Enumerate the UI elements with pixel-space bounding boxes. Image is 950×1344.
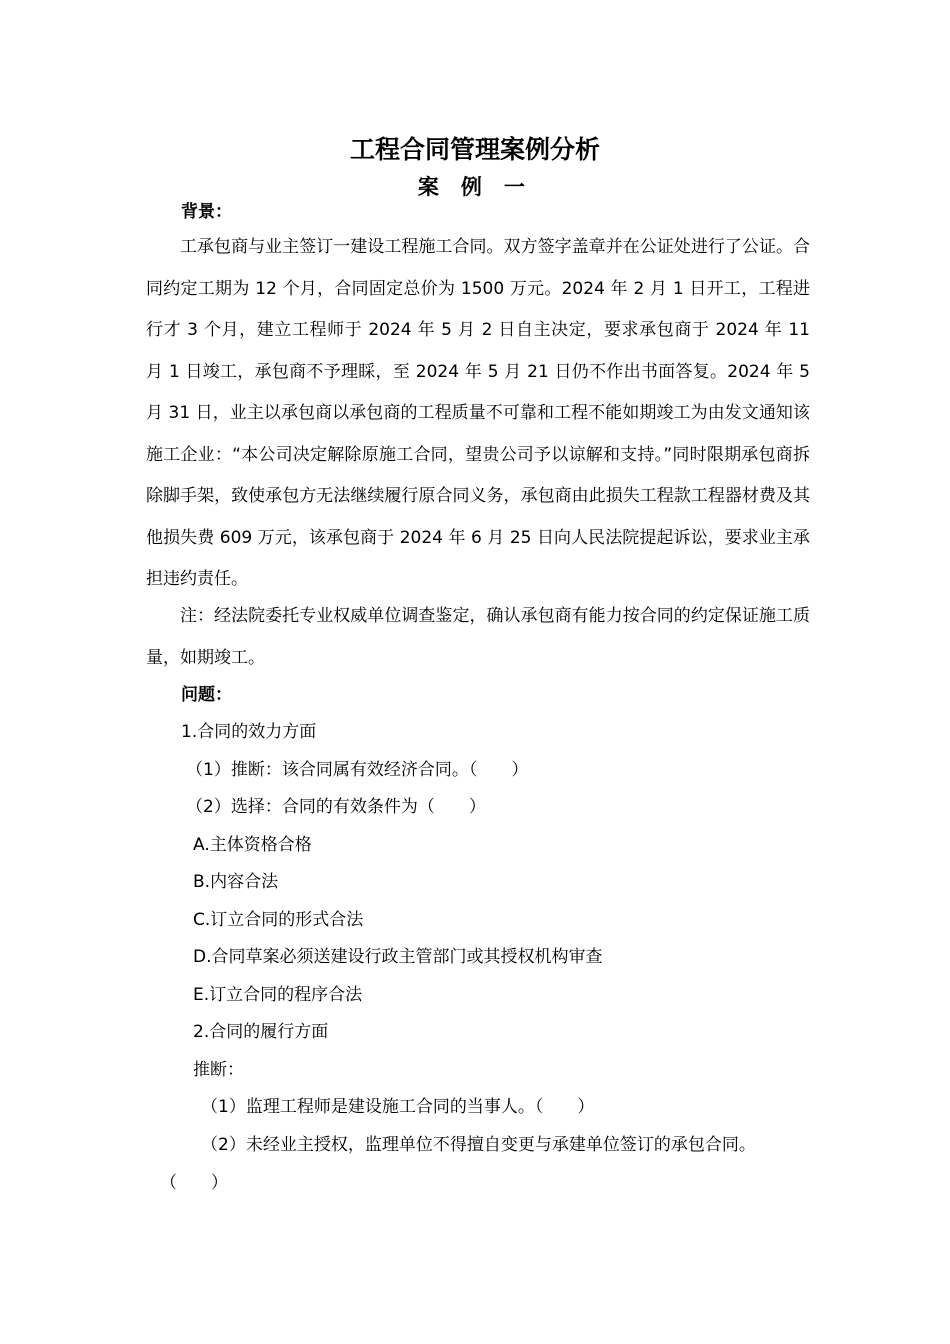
document-title: 工程合同管理案例分析 [349,135,600,164]
question-2-item-2-blank: （ ） [160,1173,228,1193]
question-2-title: 2.合同的履行方面 [193,1022,329,1042]
question-2-item-1: （1）监理工程师是建设施工合同的当事人。（ ） [201,1097,595,1117]
question-2-judge-label: 推断： [193,1060,244,1080]
background-heading: 背景： [181,202,232,222]
option-c: C.订立合同的形式合法 [193,910,364,930]
question-2-item-2: （2）未经业主授权，监理单位不得擅自变更与承建单位签订的承包合同。 [201,1135,756,1155]
questions-heading: 问题： [181,685,232,705]
option-e: E.订立合同的程序合法 [193,985,363,1005]
option-b: B.内容合法 [193,872,279,892]
background-paragraph: 工承包商与业主签订一建设工程施工合同。双方签字盖章并在公证处进行了公证。合同约定工期为 12 个月，合同固定总价为 1500 万元。2024 年 2 月 1 日开工，工程进行才 3 个月，建立工程师于 2024 年 5 月 2 日自主决定，要求承包商于 2024 年 11 月 1 日竣工，承包商不予理睬，至 2024 年 5 月 21 日仍不作出书面答复。2024 年 5 月 31 日，业主以承包商以承包商的工程质量不可靠和工程不能如期竣工为由发文通知该施工企业：“本公司决定解除原施工合同，望贵公司予以谅解和支持。”同时限期承包商拆除脚手架，致使承包方无法继续履行原合同义务，承包商由此损失工程款工程器材费及其他损失费 609 万元，该承包商于 2024 年 6 月 25 日向人民法院提起诉讼，要求业主承担违约责任。 [146,237,810,589]
question-1-item-2: （2）选择：合同的有效条件为（ ） [186,797,486,817]
question-1-title: 1.合同的效力方面 [181,722,317,742]
note-paragraph: 注：经法院委托专业权威单位调查鉴定，确认承包商有能力按合同的约定保证施工质量，如期竣工。 [146,606,810,668]
case-subtitle: 案 例 一 [417,175,533,199]
option-d: D.合同草案必须送建设行政主管部门或其授权机构审查 [193,947,603,967]
question-1-item-1: （1）推断：该合同属有效经济合同。（ ） [186,760,529,780]
option-a: A.主体资格合格 [193,835,312,855]
